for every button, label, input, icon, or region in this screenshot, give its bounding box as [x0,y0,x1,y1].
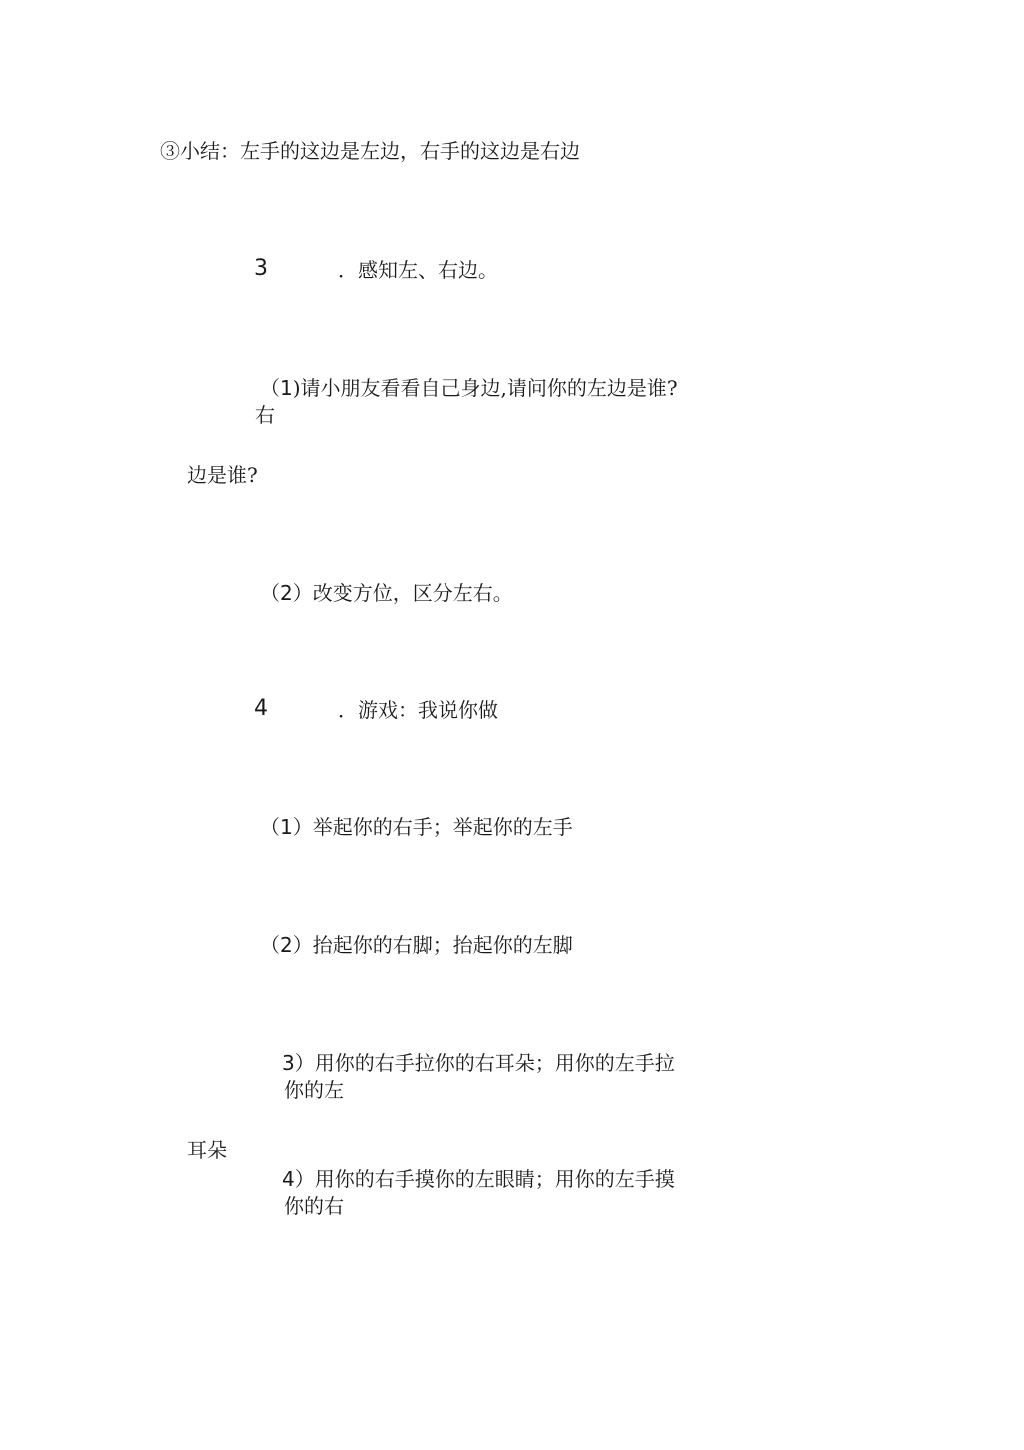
game-4-line [282,1166,675,1192]
game-1-line [260,814,573,840]
game-2-text: ）抬起你的右脚；抬起你的左脚 [292,933,573,957]
step-1-continuation: 右 [255,403,275,427]
section-3-title: ．感知左、右边。 [338,258,498,282]
summary-line: ③小结：左手的这边是左边，右手的这边是右边 [160,139,580,163]
step-1-question: 请小朋友看看自己身边,请问你的左边是谁? [300,376,678,400]
open-paren: （ [260,581,280,605]
open-paren: （ [260,376,280,400]
game-2-line [260,932,573,958]
open-paren: （ [260,815,280,839]
step-1-number: 1 [280,376,293,400]
step-2-number: 2 [280,581,293,605]
section-4-title: ．游戏：我说你做 [338,698,498,722]
game-1-number: 1 [280,815,293,839]
game-3-text: ）用你的右手拉你的右耳朵；用你的左手拉 [294,1051,675,1075]
step-2-line [260,580,513,606]
step-1-wrap: 边是谁? [187,463,258,487]
step-2-text: ）改变方位，区分左右。 [292,581,513,605]
game-4-continuation: 你的右 [284,1194,344,1218]
game-3-wrap: 耳朵 [187,1138,227,1162]
game-3-number: 3 [282,1051,295,1075]
game-2-number: 2 [280,933,293,957]
game-3-line [282,1050,675,1076]
step-1-line [260,375,678,401]
game-4-text: ）用你的右手摸你的左眼睛；用你的左手摸 [294,1167,675,1191]
game-3-continuation: 你的左 [284,1078,344,1102]
game-1-text: ）举起你的右手；举起你的左手 [292,815,573,839]
game-4-number: 4 [282,1167,295,1191]
section-3-number: 3 [254,256,268,281]
open-paren: （ [260,933,280,957]
section-4-number: 4 [254,696,268,721]
step-1-text: ) [292,376,301,400]
